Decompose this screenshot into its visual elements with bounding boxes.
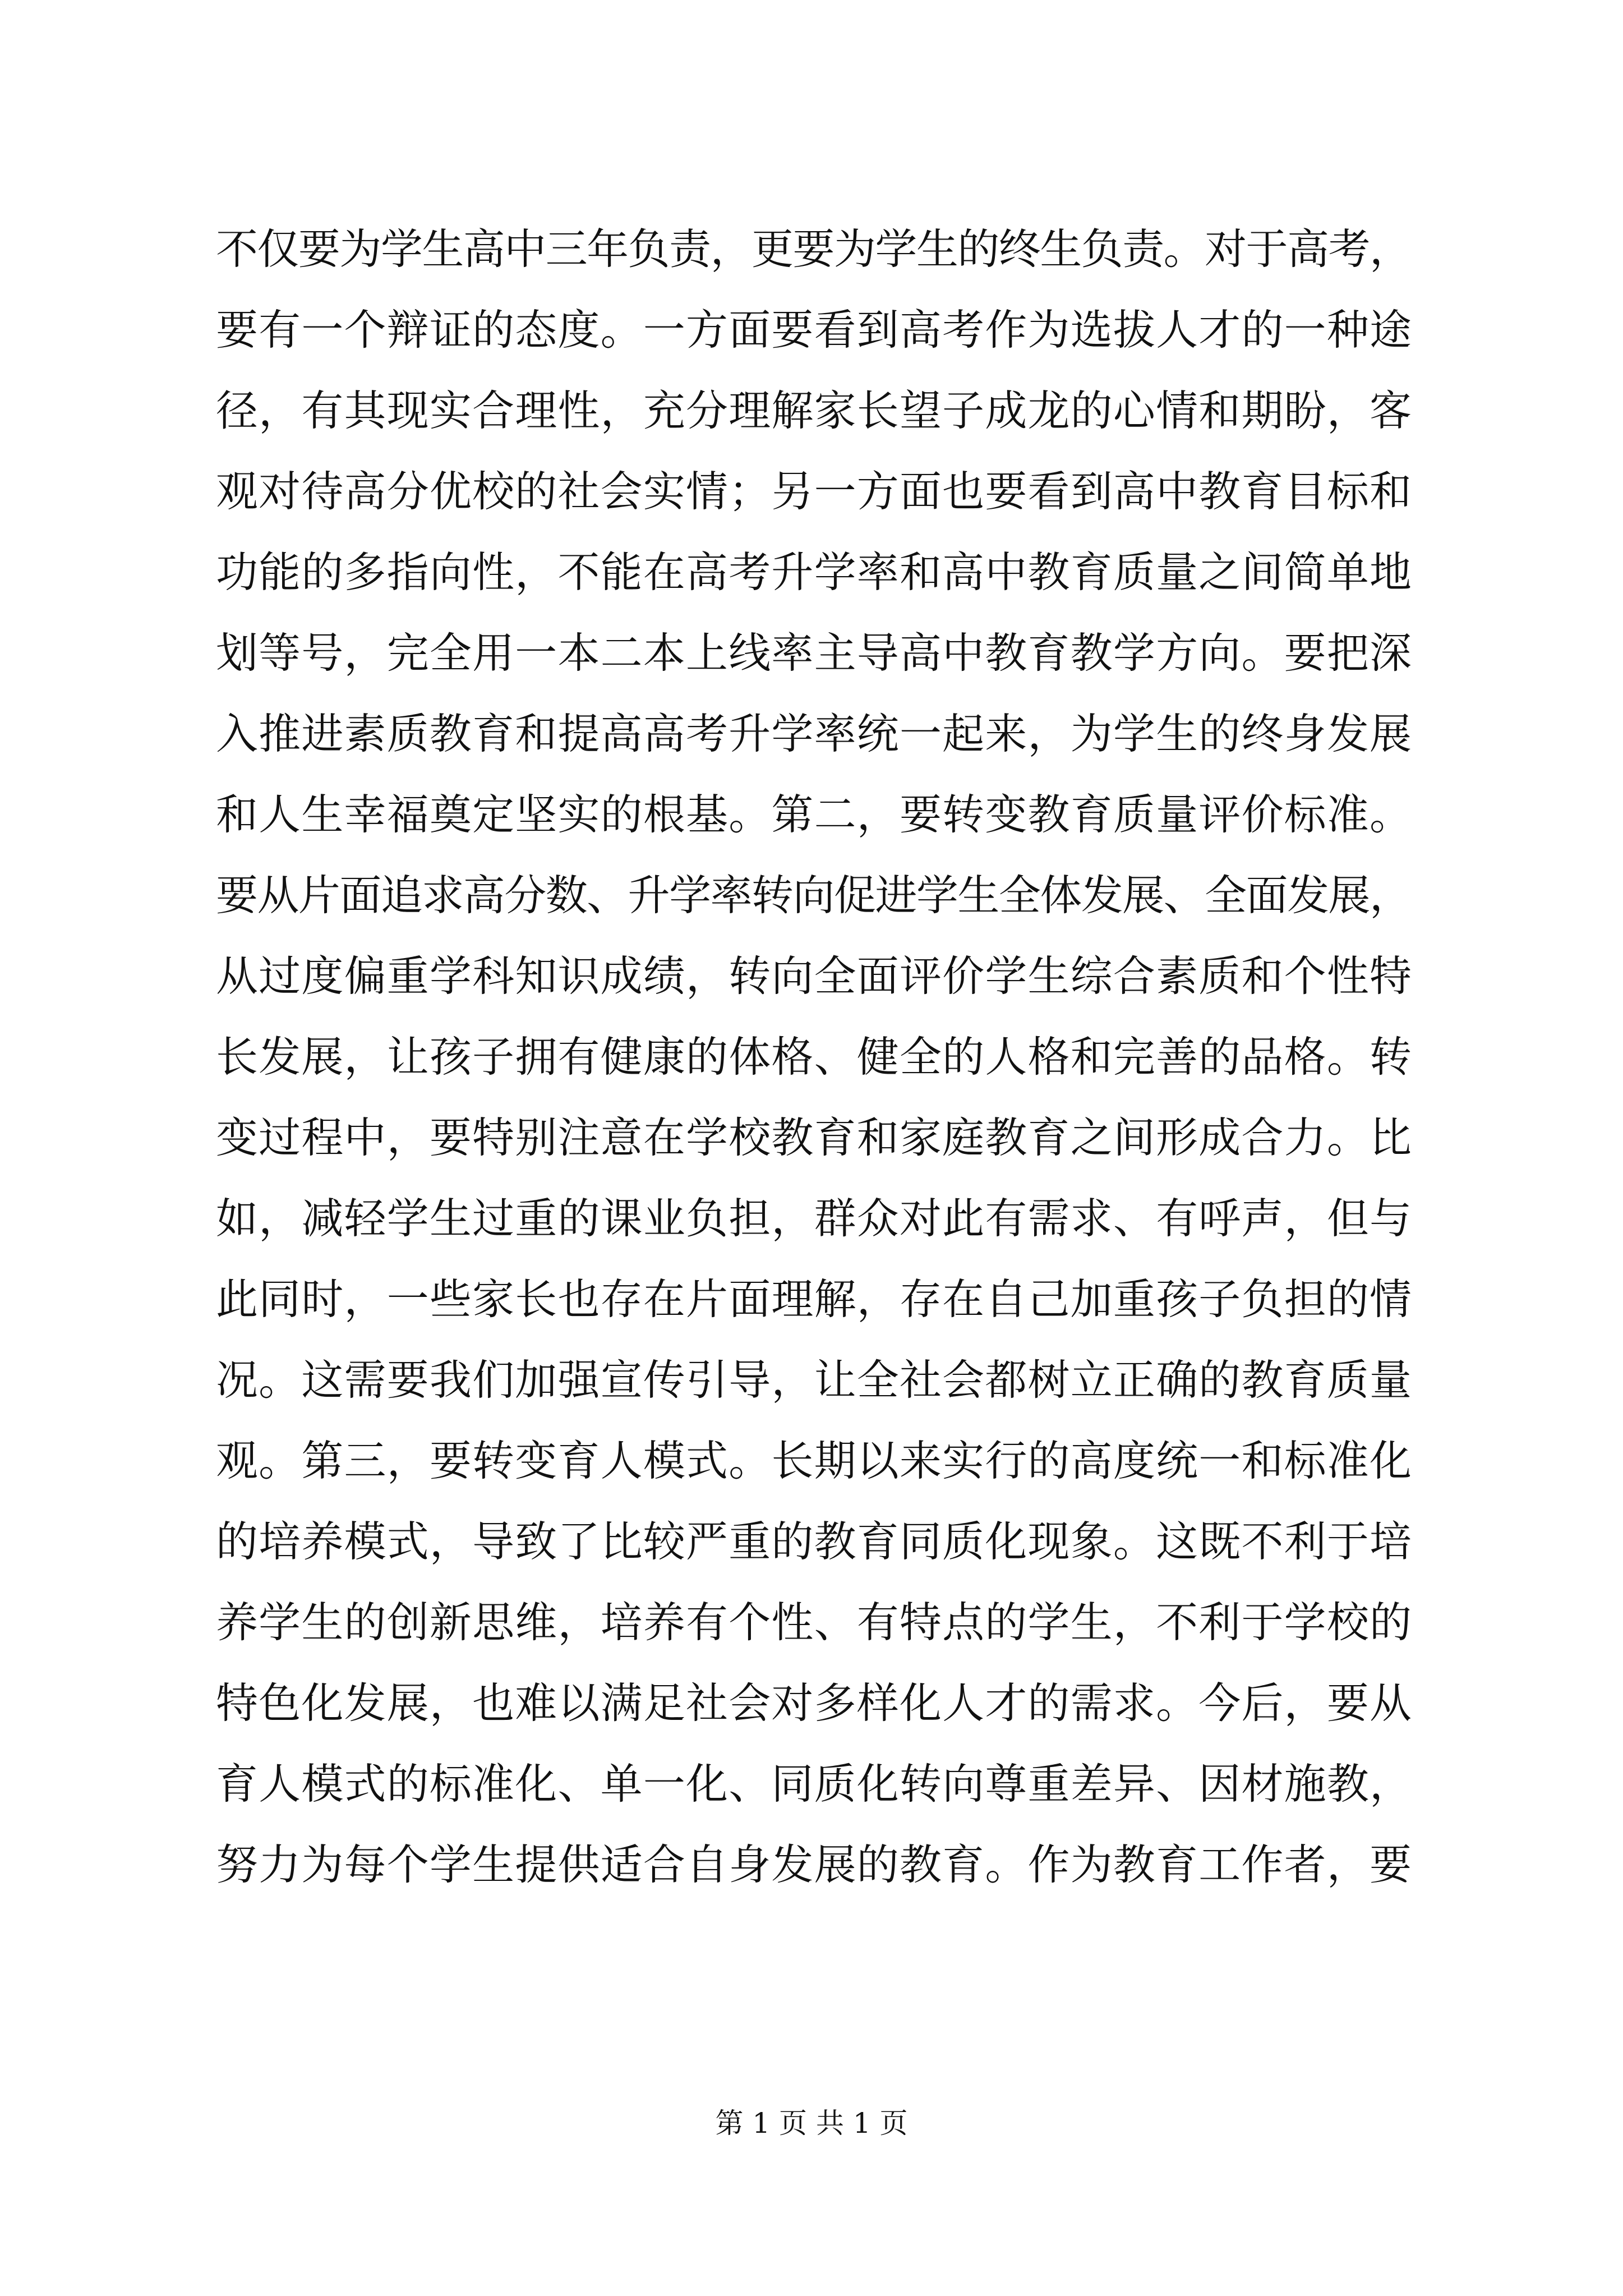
text-line: 况。这需要我们加强宣传引导，让全社会都树立正确的教育质量	[216, 1355, 1413, 1405]
text-line: 从过度偏重学科知识成绩，转向全面评价学生综合素质和个性特	[216, 951, 1413, 1001]
text-line: 特色化发展，也难以满足社会对多样化人才的需求。今后，要从	[216, 1678, 1413, 1728]
text-line: 要从片面追求高分数、升学率转向促进学生全体发展、全面发展，	[216, 871, 1411, 920]
body-text	[216, 209, 1416, 1905]
text-line: 和人生幸福奠定坚实的根基。第二，要转变教育质量评价标准。	[216, 790, 1413, 839]
text-line: 观。第三，要转变育人模式。长期以来实行的高度统一和标准化	[216, 1436, 1413, 1485]
text-line: 努力为每个学生提供适合自身发展的教育。作为教育工作者，要	[216, 1840, 1413, 1889]
text-line: 划等号，完全用一本二本上线率主导高中教育教学方向。要把深	[216, 628, 1413, 678]
text-line: 的培养模式，导致了比较严重的教育同质化现象。这既不利于培	[216, 1517, 1413, 1566]
text-line: 养学生的创新思维，培养有个性、有特点的学生，不利于学校的	[216, 1598, 1413, 1647]
text-line: 如，减轻学生过重的课业负担，群众对此有需求、有呼声，但与	[216, 1194, 1413, 1243]
text-line: 功能的多指向性，不能在高考升学率和高中教育质量之间简单地	[216, 547, 1413, 597]
text-line: 长发展，让孩子拥有健康的体格、健全的人格和完善的品格。转	[216, 1032, 1413, 1082]
text-line: 此同时，一些家长也存在片面理解，存在自己加重孩子负担的情	[216, 1274, 1413, 1324]
text-line: 要有一个辩证的态度。一方面要看到高考作为选拔人才的一种途	[216, 305, 1413, 355]
text-line: 变过程中，要特别注意在学校教育和家庭教育之间形成合力。比	[216, 1113, 1413, 1162]
text-line: 入推进素质教育和提高高考升学率统一起来，为学生的终身发展	[216, 709, 1413, 758]
text-line: 观对待高分优校的社会实情；另一方面也要看到高中教育目标和	[216, 467, 1413, 516]
text-line: 育人模式的标准化、单一化、同质化转向尊重差异、因材施教，	[216, 1759, 1413, 1809]
text-line: 不仅要为学生高中三年负责，更要为学生的终生负责。对于高考，	[216, 224, 1411, 274]
text-line: 径，有其现实合理性，充分理解家长望子成龙的心情和期盼，客	[216, 386, 1413, 435]
page-footer: 第 1 页 共 1 页	[715, 2107, 908, 2139]
